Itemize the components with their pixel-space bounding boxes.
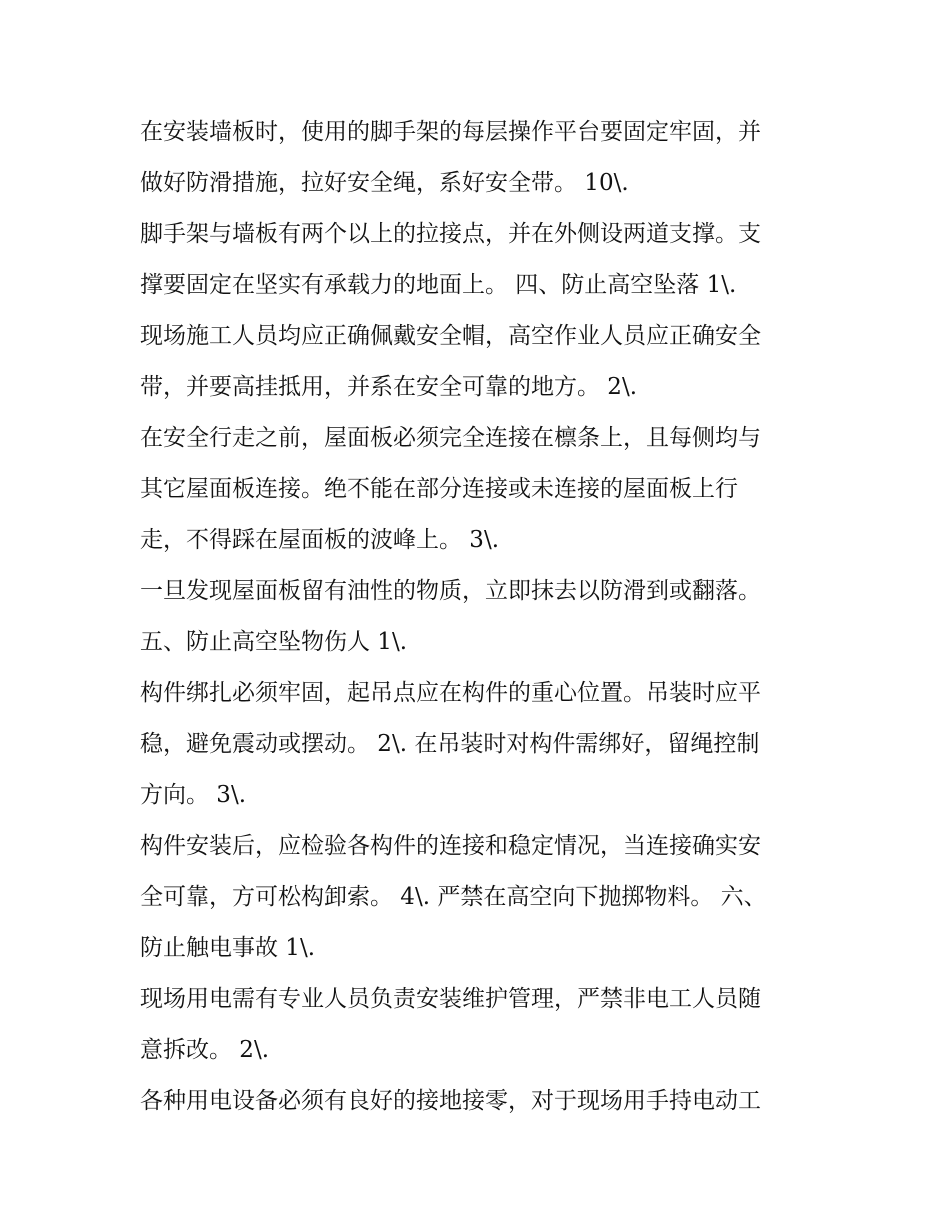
text-line: 撑要固定在坚实有承载力的地面上。 四、防止高空坠落 1\. (140, 272, 737, 298)
text-line: 现场用电需有专业人员负责安装维护管理，严禁非电工人员随 (140, 986, 761, 1012)
text-line: 全可靠，方可松构卸索。 4\. 严禁在高空向下抛掷物料。 六、 (140, 884, 767, 910)
text-line: 其它屋面板连接。绝不能在部分连接或未连接的屋面板上行 (140, 476, 738, 502)
text-line: 做好防滑措施，拉好安全绳，系好安全带。 10\. (140, 170, 629, 196)
text-line: 方向。 3\. (140, 782, 247, 808)
text-line: 在安装墙板时，使用的脚手架的每层操作平台要固定牢固，并 (140, 119, 761, 145)
text-line: 一旦发现屋面板留有油性的物质，立即抹去以防滑到或翻落。 (140, 578, 761, 604)
text-line: 防止触电事故 1\. (140, 935, 316, 961)
text-line: 意拆改。 2\. (140, 1037, 270, 1063)
text-line: 构件绑扎必须牢固，起吊点应在构件的重心位置。吊装时应平 (140, 680, 761, 706)
text-line: 在安全行走之前，屋面板必须完全连接在檩条上，且每侧均与 (140, 425, 761, 451)
text-line: 带，并要高挂抵用，并系在安全可靠的地方。 2\. (140, 374, 638, 400)
text-line: 脚手架与墙板有两个以上的拉接点，并在外侧设两道支撑。支 (140, 221, 761, 247)
document-body (140, 107, 820, 1127)
text-line: 五、防止高空坠物伤人 1\. (140, 629, 408, 655)
text-line: 走，不得踩在屋面板的波峰上。 3\. (140, 527, 500, 553)
text-line: 稳，避免震动或摆动。 2\. 在吊装时对构件需绑好，留绳控制 (140, 731, 760, 757)
text-line: 各种用电设备必须有良好的接地接零，对于现场用手持电动工 (140, 1088, 761, 1114)
text-line: 现场施工人员均应正确佩戴安全帽，高空作业人员应正确安全 (140, 323, 761, 349)
text-line: 构件安装后，应检验各构件的连接和稳定情况，当连接确实安 (140, 833, 761, 859)
